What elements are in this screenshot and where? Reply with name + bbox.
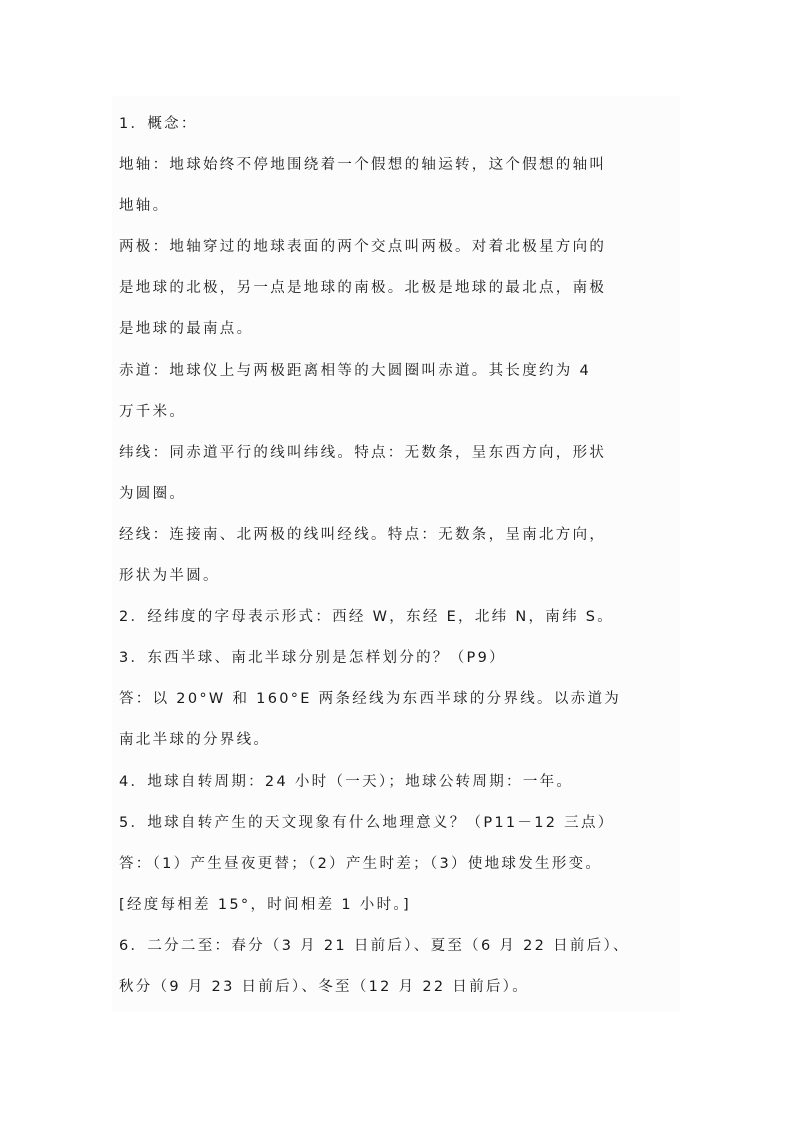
text-line: [经度每相差 15°，时间相差 1 小时。] xyxy=(119,896,411,913)
heading-equinox-solstice: 6．二分二至：春分（3 月 21 日前后）、夏至（6 月 22 日前后）、 xyxy=(119,937,630,954)
heading-lat-long-notation: 2．经纬度的字母表示形式：西经 W，东经 E，北纬 N，南纬 S。 xyxy=(119,609,615,626)
text-line: 万千米。 xyxy=(119,403,187,420)
heading-hemispheres: 3．东西半球、南北半球分别是怎样划分的？（P9） xyxy=(119,650,506,667)
text-line: 答：（1）产生昼夜更替；（2）产生时差；（3）使地球发生形变。 xyxy=(119,855,603,872)
text-line: 赤道：地球仪上与两极距离相等的大圆圈叫赤道。其长度约为 4 xyxy=(119,362,592,379)
text-line: 秋分（9 月 23 日前后）、冬至（12 月 22 日前后）。 xyxy=(119,978,530,995)
text-line: 是地球的最南点。 xyxy=(119,321,254,338)
heading-rotation-period: 4．地球自转周期：24 小时（一天）；地球公转周期：一年。 xyxy=(119,773,574,790)
document-body xyxy=(119,104,689,1008)
text-line: 南北半球的分界线。 xyxy=(119,732,271,749)
text-line: 是地球的北极，另一点是地球的南极。北极是地球的最北点，南极 xyxy=(119,280,607,297)
text-line: 地轴：地球始终不停地围绕着一个假想的轴运转，这个假想的轴叫 xyxy=(119,157,607,174)
text-line: 答：以 20°W 和 160°E 两条经线为东西半球的分界线。以赤道为 xyxy=(119,691,622,708)
heading-concepts: 1．概念： xyxy=(119,116,198,132)
text-line: 形状为半圆。 xyxy=(119,568,220,585)
text-line: 两极：地轴穿过的地球表面的两个交点叫两极。对着北极星方向的 xyxy=(119,239,607,256)
text-line: 经线：连接南、北两极的线叫经线。特点：无数条，呈南北方向， xyxy=(119,526,607,543)
heading-rotation-significance: 5．地球自转产生的天文现象有什么地理意义？（P11－12 三点） xyxy=(119,814,615,831)
text-line: 纬线：同赤道平行的线叫纬线。特点：无数条，呈东西方向，形状 xyxy=(119,444,607,461)
text-line: 地轴。 xyxy=(119,198,170,215)
text-line: 为圆圈。 xyxy=(119,485,187,502)
